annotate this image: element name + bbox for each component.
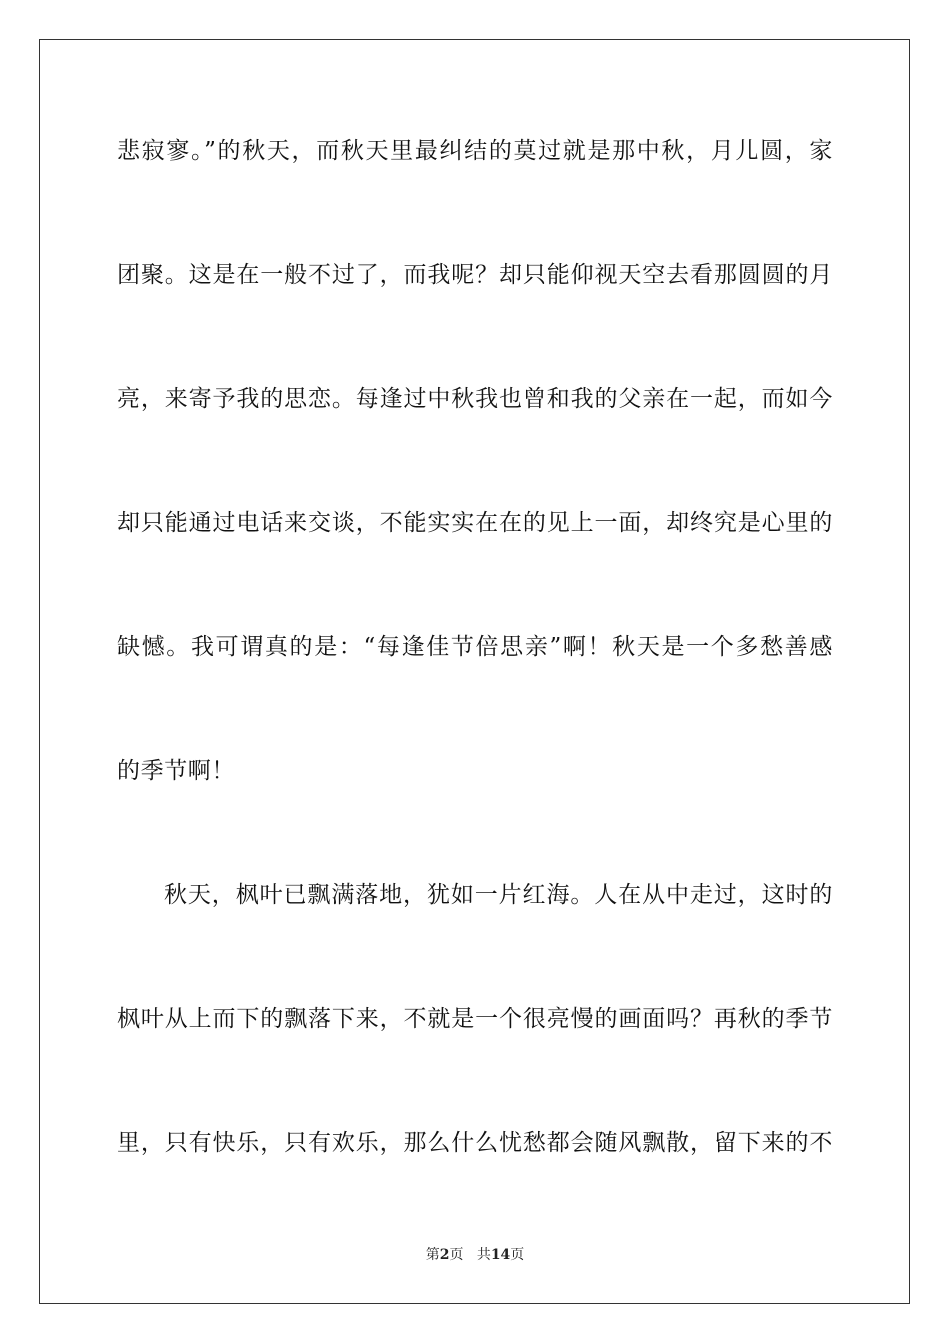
- page-footer: [0, 1245, 950, 1265]
- footer-total-unit: 页: [510, 1247, 525, 1263]
- text-line-6: 的季节啊！: [117, 758, 235, 784]
- text-line-7: 秋天，枫叶已飘满落地，犹如一片红海。人在从中走过，这时的: [164, 882, 833, 908]
- text-line-2: 团聚。这是在一般不过了，而我呢？却只能仰视天空去看那圆圆的月: [117, 262, 833, 288]
- text-line-4: 却只能通过电话来交谈，不能实实在在的见上一面，却终究是心里的: [117, 510, 833, 536]
- text-line-1: 悲寂寥。”的秋天，而秋天里最纠结的莫过就是那中秋，月儿圆，家: [117, 138, 833, 164]
- footer-page-unit: 页: [449, 1247, 464, 1263]
- text-line-9: 里，只有快乐，只有欢乐，那么什么忧愁都会随风飘散，留下来的不: [117, 1130, 833, 1156]
- text-line-5: 缺憾。我可谓真的是：“每逢佳节倍思亲”啊！秋天是一个多愁善感: [117, 634, 833, 660]
- footer-total-prefix: 共: [476, 1247, 491, 1263]
- current-page-number: 2: [439, 1247, 450, 1263]
- text-line-8: 枫叶从上而下的飘落下来，不就是一个很亮慢的画面吗？再秋的季节: [117, 1006, 833, 1032]
- text-line-3: 亮，来寄予我的思恋。每逢过中秋我也曾和我的父亲在一起，而如今: [117, 386, 833, 412]
- total-pages-number: 14: [490, 1247, 511, 1263]
- page-border: [39, 39, 910, 1304]
- footer-prefix: 第: [425, 1247, 440, 1263]
